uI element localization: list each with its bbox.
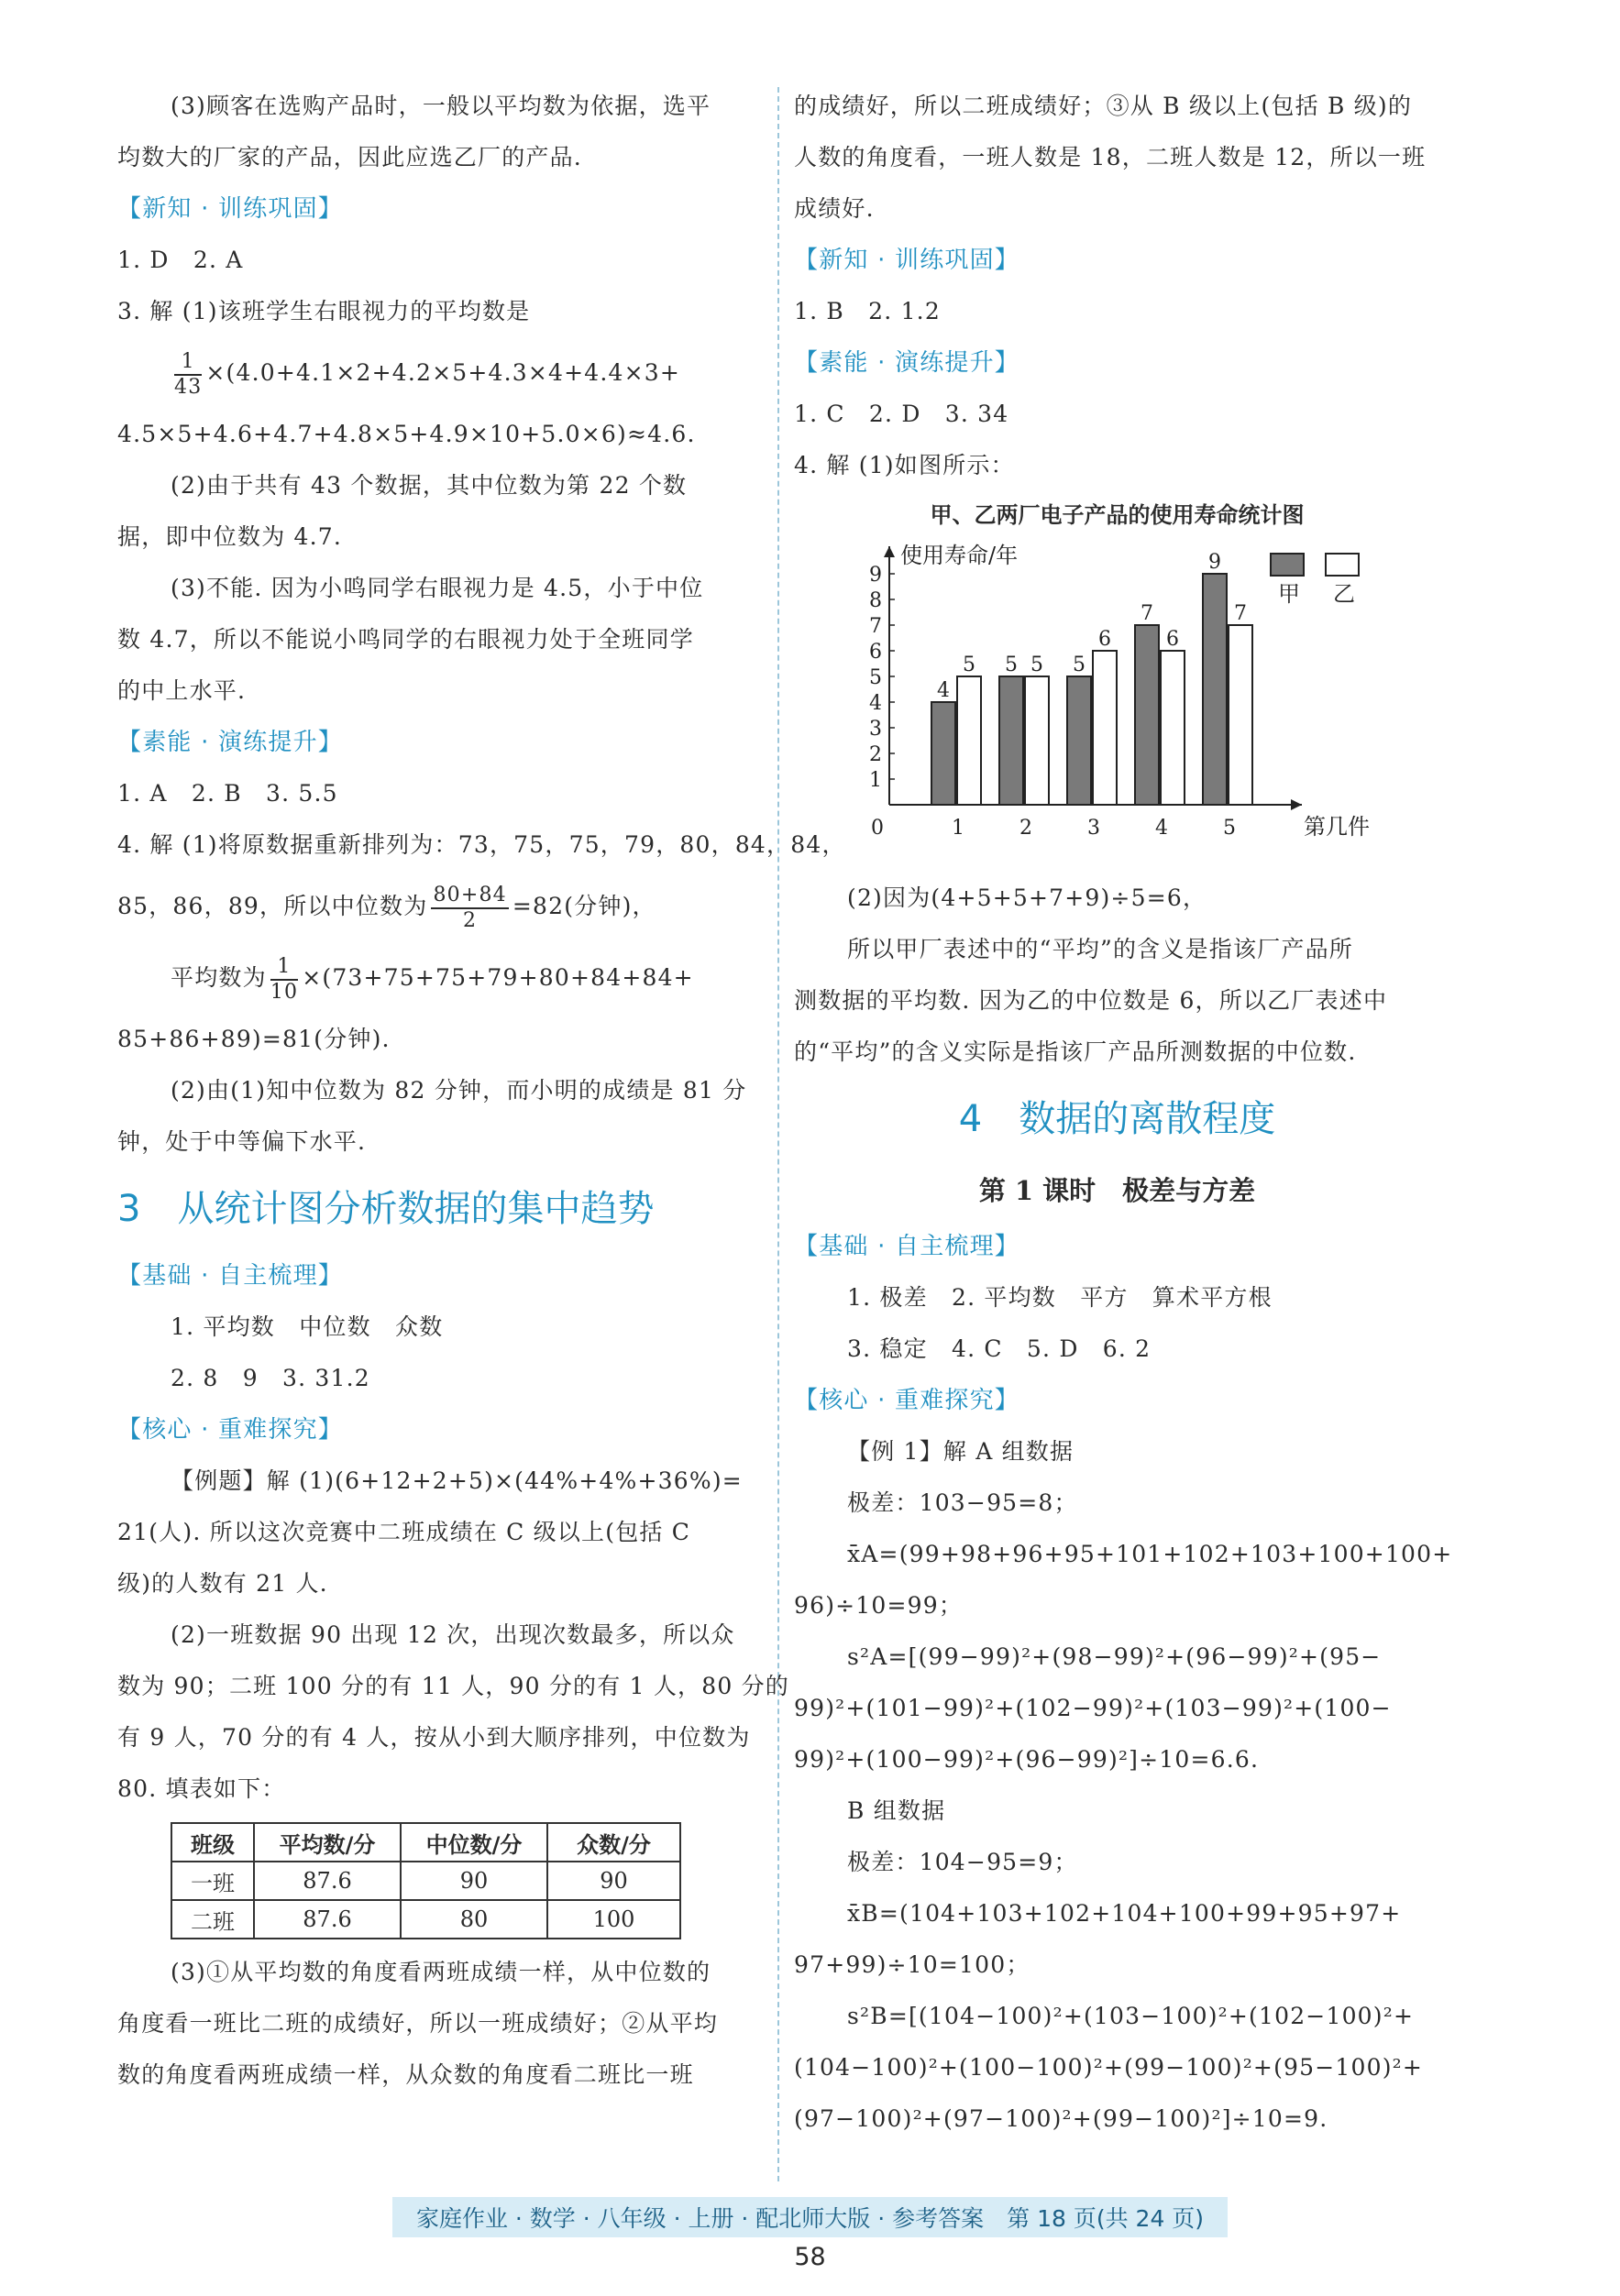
page-number: 58 bbox=[794, 2243, 826, 2271]
text-line: 的成绩好，所以二班成绩好；③从 B 级以上(包括 B 级)的 bbox=[794, 93, 1413, 119]
fraction bbox=[174, 350, 202, 400]
section-label: 【素能 · 演练提升】 bbox=[794, 349, 1019, 377]
text-line: (2)由(1)知中位数为 82 分钟，而小明的成绩是 81 分 bbox=[171, 1077, 747, 1104]
text-line: 1. B 2. 1.2 bbox=[794, 298, 941, 324]
text-line: (2)由于共有 43 个数据，其中位数为第 22 个数 bbox=[171, 472, 688, 499]
text-line: 1. A 2. B 3. 5.5 bbox=[117, 780, 338, 807]
text-line: (3)不能. 因为小鸣同学右眼视力是 4.5，小于中位 bbox=[171, 575, 704, 601]
table-cell: 90 bbox=[547, 1862, 680, 1900]
x-tick-label: 2 bbox=[1019, 817, 1032, 840]
text-line: 极差：104−95=9； bbox=[847, 1849, 1078, 1875]
text-line: 1. D 2. A bbox=[117, 247, 244, 273]
data-label: 7 bbox=[1234, 602, 1247, 625]
y-tick-label: 8 bbox=[869, 589, 882, 612]
bar-yi bbox=[957, 676, 981, 805]
text-line bbox=[117, 942, 764, 1014]
y-tick-label: 1 bbox=[869, 769, 882, 792]
data-label: 9 bbox=[1208, 551, 1221, 574]
fraction-denominator: 43 bbox=[174, 375, 203, 399]
table-cell: 90 bbox=[401, 1862, 547, 1900]
table-cell: 二班 bbox=[171, 1900, 254, 1939]
y-tick-label: 7 bbox=[869, 615, 882, 638]
data-label: 6 bbox=[1098, 628, 1111, 651]
y-tick-label: 3 bbox=[869, 718, 882, 741]
table-row bbox=[171, 1862, 680, 1900]
table-header: 班级 bbox=[171, 1823, 254, 1862]
data-label: 7 bbox=[1141, 602, 1153, 625]
section-label: 【基础 · 自主梳理】 bbox=[117, 1262, 343, 1290]
text-line bbox=[117, 871, 764, 942]
text-line: (97−100)²+(97−100)²+(99−100)²]÷10=9. bbox=[794, 2105, 1328, 2132]
data-label: 5 bbox=[963, 654, 975, 676]
section-label: 【核心 · 重难探究】 bbox=[794, 1387, 1019, 1414]
line-text: ×(4.0+4.1×2+4.2×5+4.3×4+4.4×3+ bbox=[205, 359, 681, 386]
text-line: 4. 解 (1)将原数据重新排列为：73，75，75，79，80，84，84， bbox=[117, 831, 846, 858]
text-line: 96)÷10=99； bbox=[794, 1592, 964, 1619]
data-label: 4 bbox=[937, 679, 950, 702]
text-line: 钟，处于中等偏下水平. bbox=[117, 1128, 367, 1155]
line-text: 85，86，89，所以中位数为 bbox=[117, 893, 428, 919]
text-line: 4.5×5+4.6+4.7+4.8×5+4.9×10+5.0×6)≈4.6. bbox=[117, 421, 696, 447]
text-line: 21(人). 所以这次竞赛中二班成绩在 C 级以上(包括 C bbox=[117, 1519, 691, 1545]
bar-jia bbox=[999, 676, 1023, 805]
text-line: (104−100)²+(100−100)²+(99−100)²+(95−100)²+ bbox=[794, 2054, 1424, 2081]
text-line: 所以甲厂表述中的“平均”的含义是指该厂产品所 bbox=[847, 936, 1353, 962]
y-axis-arrow bbox=[884, 546, 895, 557]
right-text-block-2 bbox=[794, 873, 1453, 2145]
text-line: 数为 90；二班 100 分的有 11 人，90 分的有 1 人，80 分的 bbox=[117, 1673, 789, 1699]
text-line: 【例题】解 (1)(6+12+2+5)×(44%+4%+36%)= bbox=[171, 1467, 743, 1494]
data-label: 6 bbox=[1166, 628, 1179, 651]
y-tick-label: 9 bbox=[869, 564, 882, 587]
text-line: 2. 8 9 3. 31.2 bbox=[171, 1365, 370, 1391]
fraction-numerator: 80+84 bbox=[431, 884, 508, 909]
table-cell: 87.6 bbox=[254, 1900, 401, 1939]
text-line: 数的角度看两班成绩一样，从众数的角度看二班比一班 bbox=[117, 2061, 694, 2088]
text-line: (3)①从平均数的角度看两班成绩一样，从中位数的 bbox=[171, 1959, 711, 1985]
table-cell: 一班 bbox=[171, 1862, 254, 1900]
line-text: 平均数为 bbox=[171, 964, 267, 991]
section-label: 【基础 · 自主梳理】 bbox=[794, 1233, 1019, 1260]
table-cell: 100 bbox=[547, 1900, 680, 1939]
legend-label: 乙 bbox=[1333, 581, 1355, 607]
text-line: s²A=[(99−99)²+(98−99)²+(96−99)²+(95− bbox=[847, 1643, 1382, 1670]
text-line: 均数大的厂家的产品，因此应选乙厂的产品. bbox=[117, 144, 582, 170]
origin-label: 0 bbox=[871, 817, 884, 840]
section-label: 【核心 · 重难探究】 bbox=[117, 1416, 343, 1444]
y-tick-label: 5 bbox=[869, 666, 882, 689]
table-header: 平均数/分 bbox=[254, 1823, 401, 1862]
section-heading: 3 从统计图分析数据的集中趋势 bbox=[117, 1188, 655, 1230]
footer-band: 家庭作业 · 数学 · 八年级 · 上册 · 配北师大版 · 参考答案 第 18 页(共 24 页) bbox=[392, 2197, 1228, 2237]
text-line: 有 9 人，70 分的有 4 人，按从小到大顺序排列，中位数为 bbox=[117, 1724, 751, 1751]
table-header-row bbox=[171, 1823, 680, 1862]
bar-yi bbox=[1161, 651, 1185, 805]
text-line: 【例 1】解 A 组数据 bbox=[847, 1438, 1074, 1465]
legend-swatch bbox=[1326, 554, 1359, 576]
text-line: 1. C 2. D 3. 34 bbox=[794, 401, 1009, 427]
fraction-numerator: 1 bbox=[174, 350, 202, 376]
y-axis-label: 使用寿命/年 bbox=[900, 543, 1019, 568]
text-line: 极差：103−95=8； bbox=[847, 1489, 1078, 1516]
legend-label: 甲 bbox=[1278, 581, 1300, 607]
text-line: 3. 解 (1)该班学生右眼视力的平均数是 bbox=[117, 298, 531, 324]
table-header: 众数/分 bbox=[547, 1823, 680, 1862]
text-line: s²B=[(104−100)²+(103−100)²+(102−100)²+ bbox=[847, 2003, 1415, 2029]
fraction-numerator: 1 bbox=[270, 955, 298, 981]
bar-chart bbox=[794, 539, 1440, 869]
left-column bbox=[117, 81, 846, 2101]
text-line: 级)的人数有 21 人. bbox=[117, 1570, 328, 1597]
text-line: 的中上水平. bbox=[117, 677, 247, 704]
text-line: 85+86+89)=81(分钟). bbox=[117, 1026, 391, 1052]
y-tick-label: 4 bbox=[869, 692, 882, 715]
chart-title: 甲、乙两厂电子产品的使用寿命统计图 bbox=[930, 502, 1305, 528]
text-line: 测数据的平均数. 因为乙的中位数是 6，所以乙厂表述中 bbox=[794, 987, 1388, 1014]
text-line: B 组数据 bbox=[847, 1797, 946, 1824]
bar-yi bbox=[1025, 676, 1049, 805]
section-label: 【素能 · 演练提升】 bbox=[117, 729, 343, 756]
bar-jia bbox=[1203, 574, 1227, 805]
x-tick-label: 5 bbox=[1223, 817, 1236, 840]
text-line: x̄B=(104+103+102+104+100+99+95+97+ bbox=[847, 1900, 1402, 1927]
x-axis-arrow bbox=[1291, 799, 1302, 810]
text-line: (2)因为(4+5+5+7+9)÷5=6， bbox=[847, 884, 1207, 911]
x-tick-label: 1 bbox=[952, 817, 964, 840]
text-line: 80. 填表如下： bbox=[117, 1775, 286, 1802]
table-header: 中位数/分 bbox=[401, 1823, 547, 1862]
text-line: 99)²+(100−99)²+(96−99)²]÷10=6.6. bbox=[794, 1746, 1260, 1773]
text-line: 1. 极差 2. 平均数 平方 算术平方根 bbox=[847, 1284, 1273, 1311]
text-line: 成绩好. bbox=[794, 195, 875, 222]
column-divider bbox=[777, 87, 779, 2181]
section-label: 【新知 · 训练巩固】 bbox=[794, 247, 1019, 274]
data-label: 5 bbox=[1030, 654, 1043, 676]
line-text: ×(73+75+75+79+80+84+84+ bbox=[302, 964, 694, 991]
text-line: 97+99)÷10=100； bbox=[794, 1951, 1030, 1978]
fraction-denominator: 10 bbox=[270, 980, 299, 1004]
y-tick-label: 6 bbox=[869, 641, 882, 664]
page-footer bbox=[0, 2197, 1620, 2271]
text-line: 数 4.7，所以不能说小鸣同学的右眼视力处于全班同学 bbox=[117, 626, 694, 653]
bar-jia bbox=[931, 702, 955, 805]
fraction bbox=[270, 955, 298, 1005]
x-tick-label: 4 bbox=[1155, 817, 1168, 840]
text-line: 4. 解 (1)如图所示： bbox=[794, 452, 1015, 478]
line-text: =82(分钟)， bbox=[512, 893, 656, 919]
text-line: 角度看一班比二班的成绩好，所以一班成绩好；②从平均 bbox=[117, 2010, 719, 2037]
x-axis-label: 第几件 bbox=[1304, 814, 1370, 840]
table-cell: 80 bbox=[401, 1900, 547, 1939]
x-tick-label: 3 bbox=[1087, 817, 1100, 840]
section-heading: 第 1 课时 极差与方差 bbox=[978, 1175, 1256, 1206]
bar-yi bbox=[1093, 651, 1117, 805]
data-label: 5 bbox=[1005, 654, 1018, 676]
y-tick-label: 2 bbox=[869, 743, 882, 766]
text-line: 1. 平均数 中位数 众数 bbox=[171, 1313, 444, 1340]
text-line: (2)一班数据 90 出现 12 次，出现次数最多，所以众 bbox=[171, 1621, 735, 1648]
right-column bbox=[794, 81, 1453, 2145]
bar-jia bbox=[1135, 625, 1159, 805]
data-label: 5 bbox=[1073, 654, 1086, 676]
bar-yi bbox=[1229, 625, 1252, 805]
table-cell: 87.6 bbox=[254, 1862, 401, 1900]
text-line: 的“平均”的含义实际是指该厂产品所测数据的中位数. bbox=[794, 1038, 1357, 1065]
text-line: 人数的角度看，一班人数是 18，二班人数是 12，所以一班 bbox=[794, 144, 1427, 170]
text-line: 99)²+(101−99)²+(102−99)²+(103−99)²+(100− bbox=[794, 1695, 1392, 1721]
right-text-block bbox=[794, 81, 1440, 491]
section-heading: 4 数据的离散程度 bbox=[958, 1098, 1276, 1140]
fraction-denominator: 2 bbox=[463, 908, 478, 932]
section-label: 【新知 · 训练巩固】 bbox=[117, 195, 343, 223]
text-line: x̄A=(99+98+96+95+101+102+103+100+100+ bbox=[847, 1541, 1453, 1567]
text-line: 3. 稳定 4. C 5. D 6. 2 bbox=[847, 1335, 1152, 1362]
bar-jia bbox=[1067, 676, 1091, 805]
fraction bbox=[431, 884, 508, 933]
text-line: (3)顾客在选购产品时，一般以平均数为依据，选平 bbox=[171, 93, 711, 119]
text-line bbox=[117, 337, 764, 409]
legend-swatch bbox=[1271, 554, 1304, 576]
table-row bbox=[171, 1900, 680, 1939]
score-table bbox=[171, 1822, 681, 1939]
left-text-block-2 bbox=[117, 1947, 764, 2101]
text-line: 据，即中位数为 4.7. bbox=[117, 523, 343, 550]
